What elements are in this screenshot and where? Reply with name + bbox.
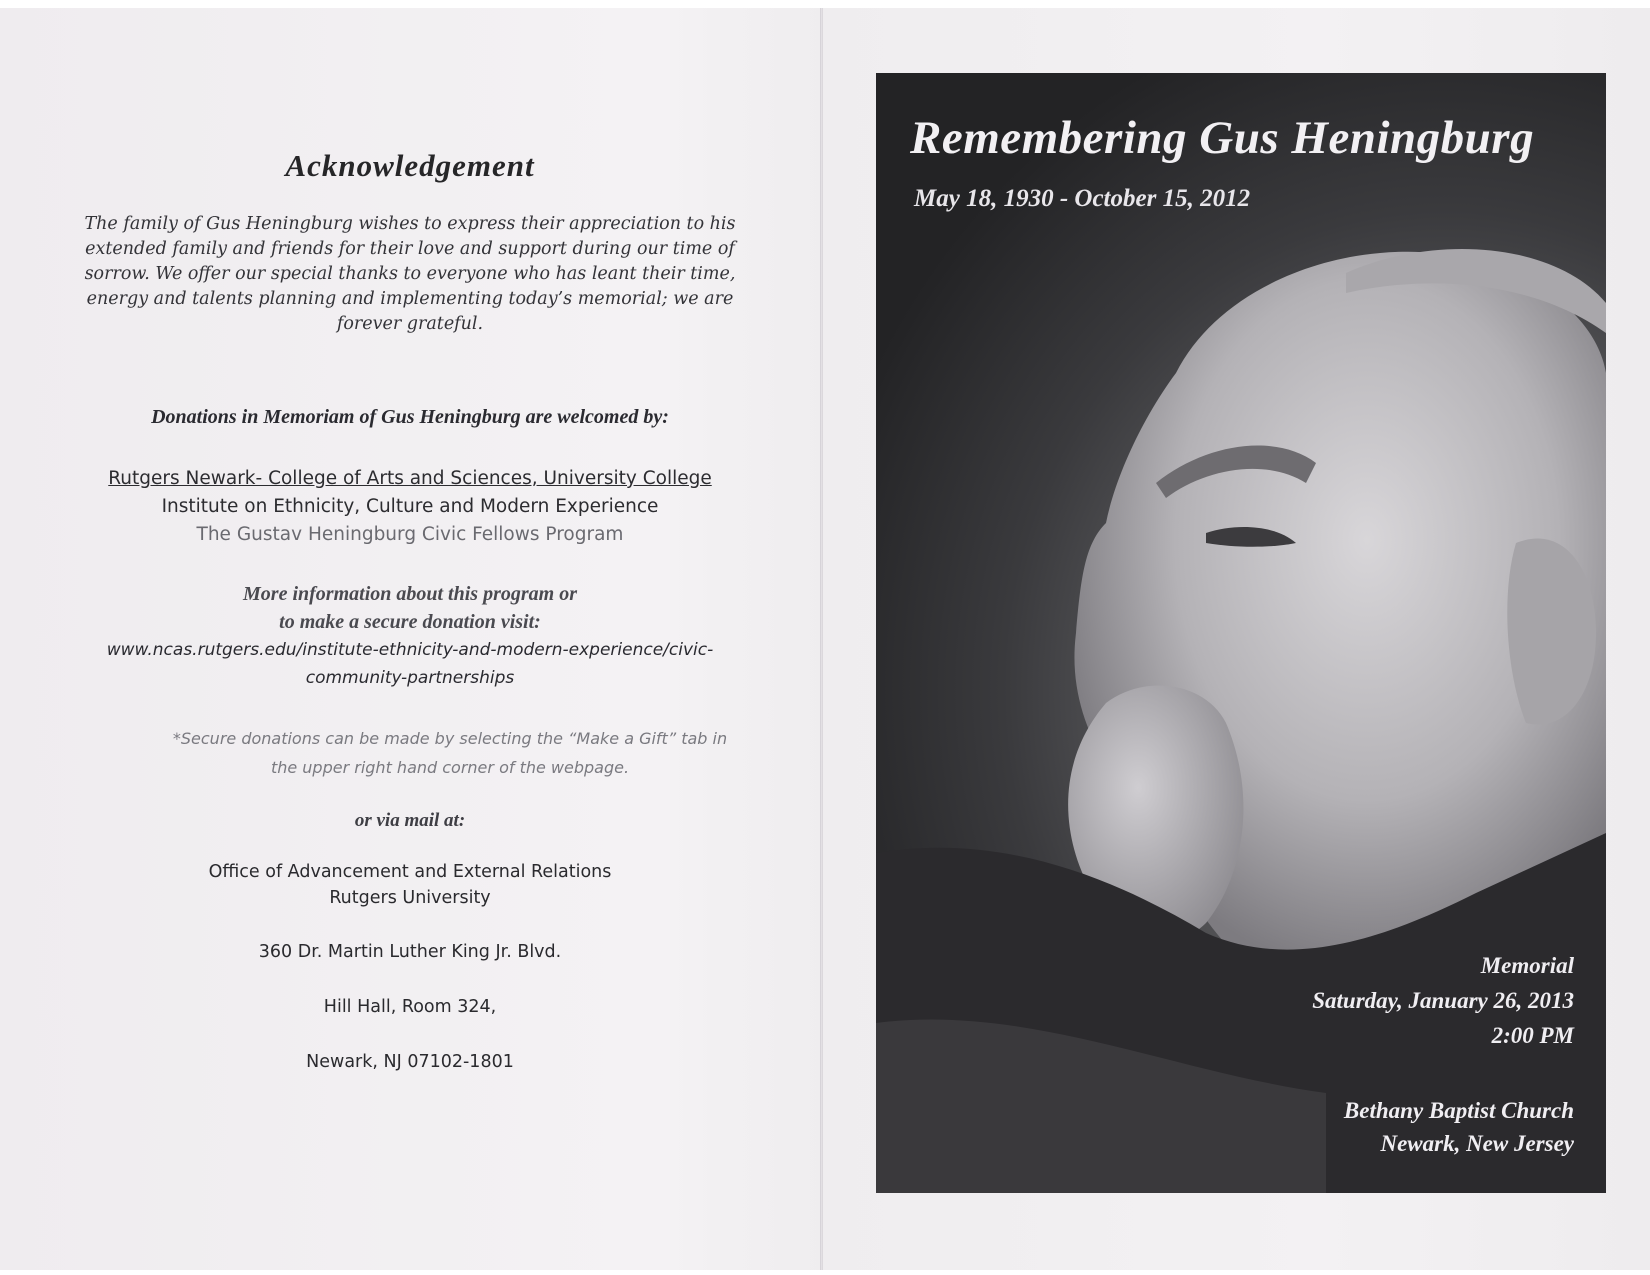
more-info-text xyxy=(70,580,750,636)
secure-note-line: *Secure donations can be made by selecting the “Make a Gift” tab in xyxy=(172,729,728,748)
org-line-college: Rutgers Newark- College of Arts and Sciences, University College xyxy=(108,468,712,489)
memorial-time: 2:00 PM xyxy=(1491,1023,1574,1048)
org-line-institute: Institute on Ethnicity, Culture and Modern Experience xyxy=(161,496,659,517)
acknowledgement-panel xyxy=(70,8,750,1270)
more-info-line: More information about this program or xyxy=(243,583,577,605)
donations-heading: Donations in Memoriam of Gus Heningburg are welcomed by: xyxy=(151,406,669,428)
venue-name: Bethany Baptist Church xyxy=(1343,1098,1574,1123)
url-line: community-partnerships xyxy=(305,668,515,688)
acknowledgement-line: forever grateful. xyxy=(336,314,484,334)
more-info-line: to make a secure donation visit: xyxy=(279,611,541,633)
or-via-mail-label: or via mail at: xyxy=(354,810,466,831)
address-office: Office of Advancement and External Relations xyxy=(208,862,612,882)
acknowledgement-title: Acknowledgement xyxy=(285,148,535,183)
cover-title: Remembering Gus Heningburg xyxy=(910,112,1535,164)
cover-panel xyxy=(876,73,1606,1193)
acknowledgement-line: The family of Gus Heningburg wishes to express their appreciation to his xyxy=(84,214,736,234)
acknowledgement-line: extended family and friends for their love and support during our time of xyxy=(85,239,735,259)
org-line-fellows-program: The Gustav Heningburg Civic Fellows Program xyxy=(196,524,624,545)
address-city: Newark, NJ 07102-1801 xyxy=(306,1052,514,1072)
memorial-label: Memorial xyxy=(1480,953,1574,978)
url-line: www.ncas.rutgers.edu/institute-ethnicity-and-modern-experience/civic- xyxy=(106,640,714,660)
venue-location: Newark, New Jersey xyxy=(1380,1131,1574,1156)
address-university: Rutgers University xyxy=(329,888,491,908)
acknowledgement-line: energy and talents planning and implementing today’s memorial; we are xyxy=(86,289,734,309)
acknowledgement-line: sorrow. We offer our special thanks to everyone who has leant their time, xyxy=(84,264,736,284)
fold-line xyxy=(820,8,823,1270)
address-room: Hill Hall, Room 324, xyxy=(323,997,497,1017)
address-street: 360 Dr. Martin Luther King Jr. Blvd. xyxy=(258,942,562,962)
memorial-date: Saturday, January 26, 2013 xyxy=(1312,988,1574,1013)
acknowledgement-body xyxy=(80,212,740,337)
life-dates: May 18, 1930 - October 15, 2012 xyxy=(914,185,1251,212)
secure-donation-note xyxy=(150,724,750,782)
secure-note-line: the upper right hand corner of the webpage. xyxy=(270,758,630,777)
donation-url xyxy=(90,636,730,692)
